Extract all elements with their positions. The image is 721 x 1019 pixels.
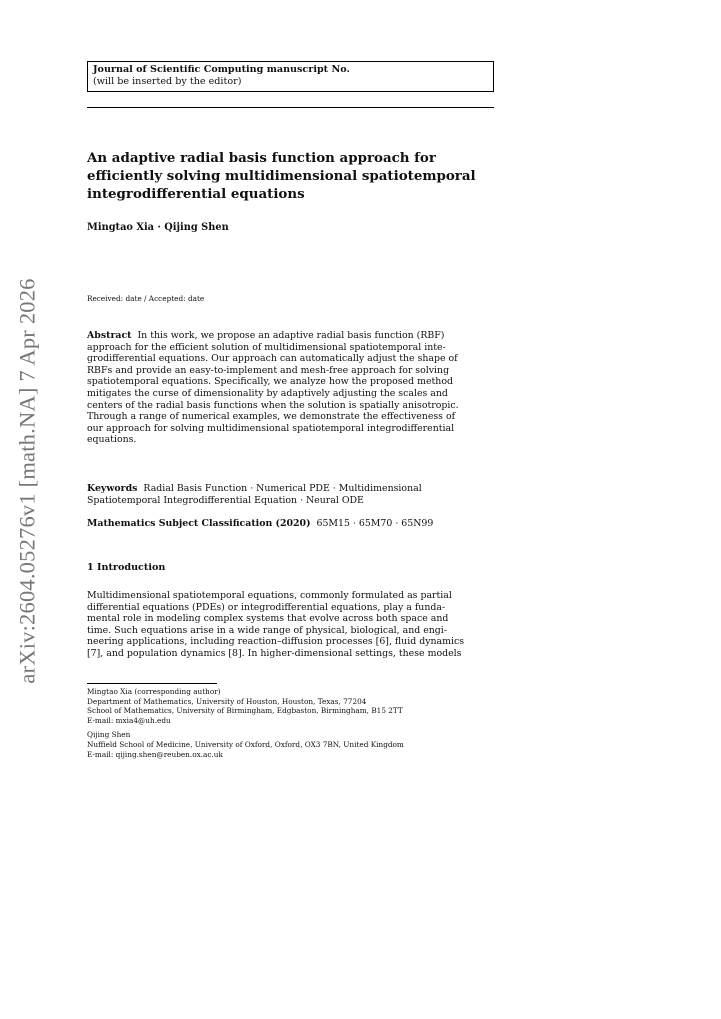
footnote-line: Department of Mathematics, University of Houston, Houston, Texas, 77204 [87,696,367,706]
subject-classification [87,518,495,529]
paper-title [87,149,502,203]
author-list: Mingtao Xia · Qijing Shen [87,222,229,233]
title-line: efficiently solving multidimensional spatiotemporal [87,168,476,184]
abstract-text: In this work, we propose an adaptive radial basis function (RBF) [137,330,445,341]
keywords-line: Spatiotemporal Integrodifferential Equation · Neural ODE [87,494,364,506]
journal-info-box [87,61,494,92]
paragraph-line: time. Such equations arise in a wide range of physical, biological, and engi- [87,624,447,636]
msc-label: Mathematics Subject Classification (2020) [87,518,311,529]
title-line: An adaptive radial basis function approach for [87,150,436,166]
section-heading-introduction: 1 Introduction [87,562,166,573]
abstract-line: mitigates the curse of dimensionality by adaptively adjusting the scales and [87,387,448,399]
journal-note: (will be inserted by the editor) [93,75,242,87]
keywords-text: Radial Basis Function · Numerical PDE · Multidimensional [143,483,422,494]
abstract-line: approach for the efficient solution of multidimensional spatiotemporal inte- [87,341,446,353]
author-footnotes [87,687,495,759]
paragraph-line: Multidimensional spatiotemporal equations, commonly formulated as partial [87,590,452,601]
abstract-line: spatiotemporal equations. Specifically, we analyze how the proposed method [87,376,453,388]
keywords-label: Keywords [87,483,138,494]
keywords [87,483,495,506]
keywords-line [87,483,495,495]
paragraph-line: neering applications, including reaction–diffusion processes [6], fluid dynamics [87,636,465,648]
footnote-line: School of Mathematics, University of Birmingham, Edgbaston, Birmingham, B15 2TT [87,706,403,716]
abstract-line: centers of the radial basis functions when the solution is spatially anisotropic. [87,399,459,411]
abstract-line: Through a range of numerical examples, we demonstrate the effectiveness of [87,411,456,423]
abstract-line: grodifferential equations. Our approach can automatically adjust the shape of [87,353,458,365]
received-date: Received: date / Accepted: date [87,294,205,303]
header-rule [87,107,494,108]
footnote-line: Nuffield School of Medicine, University of Oxford, Oxford, OX3 7BN, United Kingdom [87,739,404,749]
abstract-line: our approach for solving multidimensional spatiotemporal integrodifferential [87,422,455,434]
footnote-rule [87,683,217,684]
introduction-paragraph [87,590,495,660]
journal-name: Journal of Scientific Computing manuscript No. [93,64,350,75]
abstract [87,330,495,446]
arxiv-identifier: arXiv:2604.05276v1 [math.NA] 7 Apr 2026 [15,277,41,684]
abstract-line: equations. [87,434,137,446]
arxiv-sidebar-stamp [10,277,46,684]
paragraph-line: mental role in modeling complex systems that evolve across both space and [87,613,449,625]
paragraph-line: [7], and population dynamics [8]. In higher-dimensional settings, these models [87,647,462,659]
footnote-email: E-mail: mxia4@uh.edu [87,715,171,725]
abstract-label: Abstract [87,330,132,341]
title-line: integrodifferential equations [87,186,305,202]
abstract-line [87,330,495,342]
abstract-line: RBFs and provide an easy-to-implement and mesh-free approach for solving [87,364,450,376]
footnote-line: Mingtao Xia (corresponding author) [87,687,221,696]
msc-codes: 65M15 · 65M70 · 65N99 [316,518,434,529]
paragraph-line: differential equations (PDEs) or integrodifferential equations, play a funda- [87,601,446,613]
footnote-line: Qijing Shen [87,730,131,740]
footnote-email: E-mail: qijing.shen@reuben.ox.ac.uk [87,749,223,759]
